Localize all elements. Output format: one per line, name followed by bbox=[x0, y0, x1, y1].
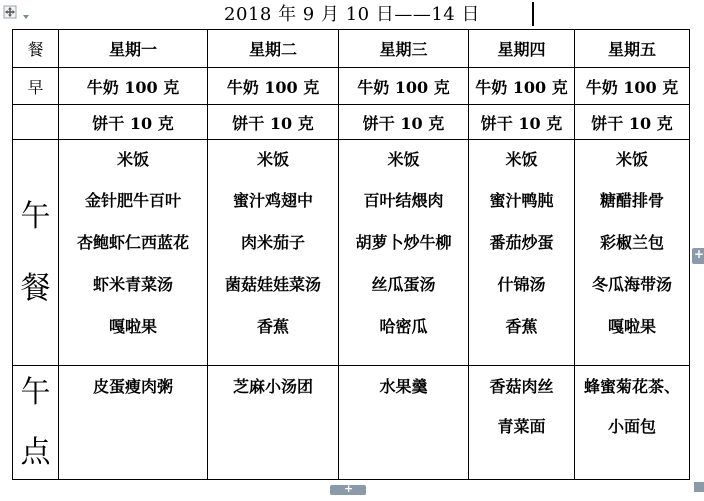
page-title: 2018 年 9 月 10 日——14 日 bbox=[224, 4, 480, 25]
snack-tue bbox=[208, 366, 339, 480]
menu-table bbox=[12, 29, 690, 480]
snack-label-cell bbox=[13, 366, 59, 480]
lunch-mon-item: 嘎啦果 bbox=[108, 317, 157, 336]
breakfast-row-2 bbox=[13, 105, 690, 140]
snack-label-bottom: 点 bbox=[20, 434, 51, 470]
lunch-tue-item: 菌菇娃娃菜汤 bbox=[224, 275, 321, 294]
breakfast-mon-milk: 牛奶 100 克 bbox=[59, 68, 208, 105]
table-resize-handle-icon[interactable] bbox=[694, 482, 704, 492]
day-header-wed: 星期三 bbox=[339, 30, 469, 68]
header-row bbox=[13, 30, 690, 68]
lunch-wed-item: 丝瓜蛋汤 bbox=[371, 275, 436, 294]
lunch-label-top: 午 bbox=[20, 198, 51, 234]
lunch-fri-item: 米饭 bbox=[615, 150, 648, 169]
day-header-tue: 星期二 bbox=[208, 30, 339, 68]
breakfast-thu-biscuit: 饼干 10 克 bbox=[469, 105, 575, 140]
lunch-label-bottom: 餐 bbox=[20, 270, 51, 306]
lunch-label-cell bbox=[13, 140, 59, 366]
snack-row bbox=[13, 366, 690, 480]
lunch-wed bbox=[339, 140, 469, 366]
text-cursor bbox=[532, 2, 534, 26]
lunch-thu-item: 米饭 bbox=[505, 150, 538, 169]
lunch-mon-item: 金针肥牛百叶 bbox=[84, 191, 181, 210]
snack-fri-item: 蜂蜜菊花茶、 bbox=[583, 377, 680, 396]
lunch-thu-item: 什锦汤 bbox=[497, 275, 546, 294]
lunch-mon-item: 虾米青菜汤 bbox=[92, 275, 173, 294]
snack-thu-item: 香菇肉丝 bbox=[489, 377, 554, 396]
lunch-fri-item: 嘎啦果 bbox=[607, 317, 656, 336]
breakfast-tue-biscuit: 饼干 10 克 bbox=[208, 105, 339, 140]
lunch-fri-item: 糖醋排骨 bbox=[599, 191, 664, 210]
lunch-wed-item: 胡萝卜炒牛柳 bbox=[355, 233, 452, 252]
lunch-tue-item: 肉米茄子 bbox=[240, 233, 305, 252]
lunch-row bbox=[13, 140, 690, 366]
breakfast-wed-milk: 牛奶 100 克 bbox=[339, 68, 469, 105]
day-header-mon: 星期一 bbox=[59, 30, 208, 68]
snack-tue-item: 芝麻小汤团 bbox=[232, 377, 313, 396]
lunch-mon bbox=[59, 140, 208, 366]
lunch-mon-item: 米饭 bbox=[116, 150, 149, 169]
breakfast-tue-milk: 牛奶 100 克 bbox=[208, 68, 339, 105]
day-header-fri: 星期五 bbox=[575, 30, 690, 68]
snack-wed-item: 水果羹 bbox=[379, 377, 428, 396]
snack-label-top: 午 bbox=[20, 374, 51, 410]
breakfast-fri-biscuit: 饼干 10 克 bbox=[575, 105, 690, 140]
lunch-fri-item: 冬瓜海带汤 bbox=[591, 275, 672, 294]
lunch-tue-item: 香蕉 bbox=[256, 317, 289, 336]
lunch-thu bbox=[469, 140, 575, 366]
lunch-tue-item: 蜜汁鸡翅中 bbox=[232, 191, 313, 210]
day-header-thu: 星期四 bbox=[469, 30, 575, 68]
lunch-wed-item: 百叶结煨肉 bbox=[363, 191, 444, 210]
lunch-tue bbox=[208, 140, 339, 366]
breakfast-label: 早 bbox=[13, 68, 59, 105]
lunch-mon-item: 杏鲍虾仁西蓝花 bbox=[76, 233, 189, 252]
breakfast-wed-biscuit: 饼干 10 克 bbox=[339, 105, 469, 140]
lunch-fri-item: 彩椒兰包 bbox=[599, 233, 664, 252]
breakfast-row-1 bbox=[13, 68, 690, 105]
add-row-plus-icon[interactable] bbox=[330, 485, 366, 495]
lunch-thu-item: 番茄炒蛋 bbox=[489, 233, 554, 252]
snack-mon-item: 皮蛋瘦肉粥 bbox=[92, 377, 173, 396]
snack-thu-item: 青菜面 bbox=[497, 417, 546, 436]
snack-mon bbox=[59, 366, 208, 480]
snack-fri bbox=[575, 366, 690, 480]
snack-fri-item: 小面包 bbox=[607, 417, 656, 436]
lunch-fri bbox=[575, 140, 690, 366]
add-column-plus-icon[interactable] bbox=[692, 248, 704, 264]
lunch-tue-item: 米饭 bbox=[256, 150, 289, 169]
lunch-thu-item: 香蕉 bbox=[505, 317, 538, 336]
breakfast-thu-milk: 牛奶 100 克 bbox=[469, 68, 575, 105]
lunch-wed-item: 哈密瓜 bbox=[379, 317, 428, 336]
meal-header-cell: 餐 bbox=[13, 30, 59, 68]
breakfast-fri-milk: 牛奶 100 克 bbox=[575, 68, 690, 105]
lunch-thu-item: 蜜汁鸭肫 bbox=[489, 191, 554, 210]
snack-thu bbox=[469, 366, 575, 480]
snack-wed bbox=[339, 366, 469, 480]
breakfast-empty-label bbox=[13, 105, 59, 140]
breakfast-mon-biscuit: 饼干 10 克 bbox=[59, 105, 208, 140]
lunch-wed-item: 米饭 bbox=[387, 150, 420, 169]
